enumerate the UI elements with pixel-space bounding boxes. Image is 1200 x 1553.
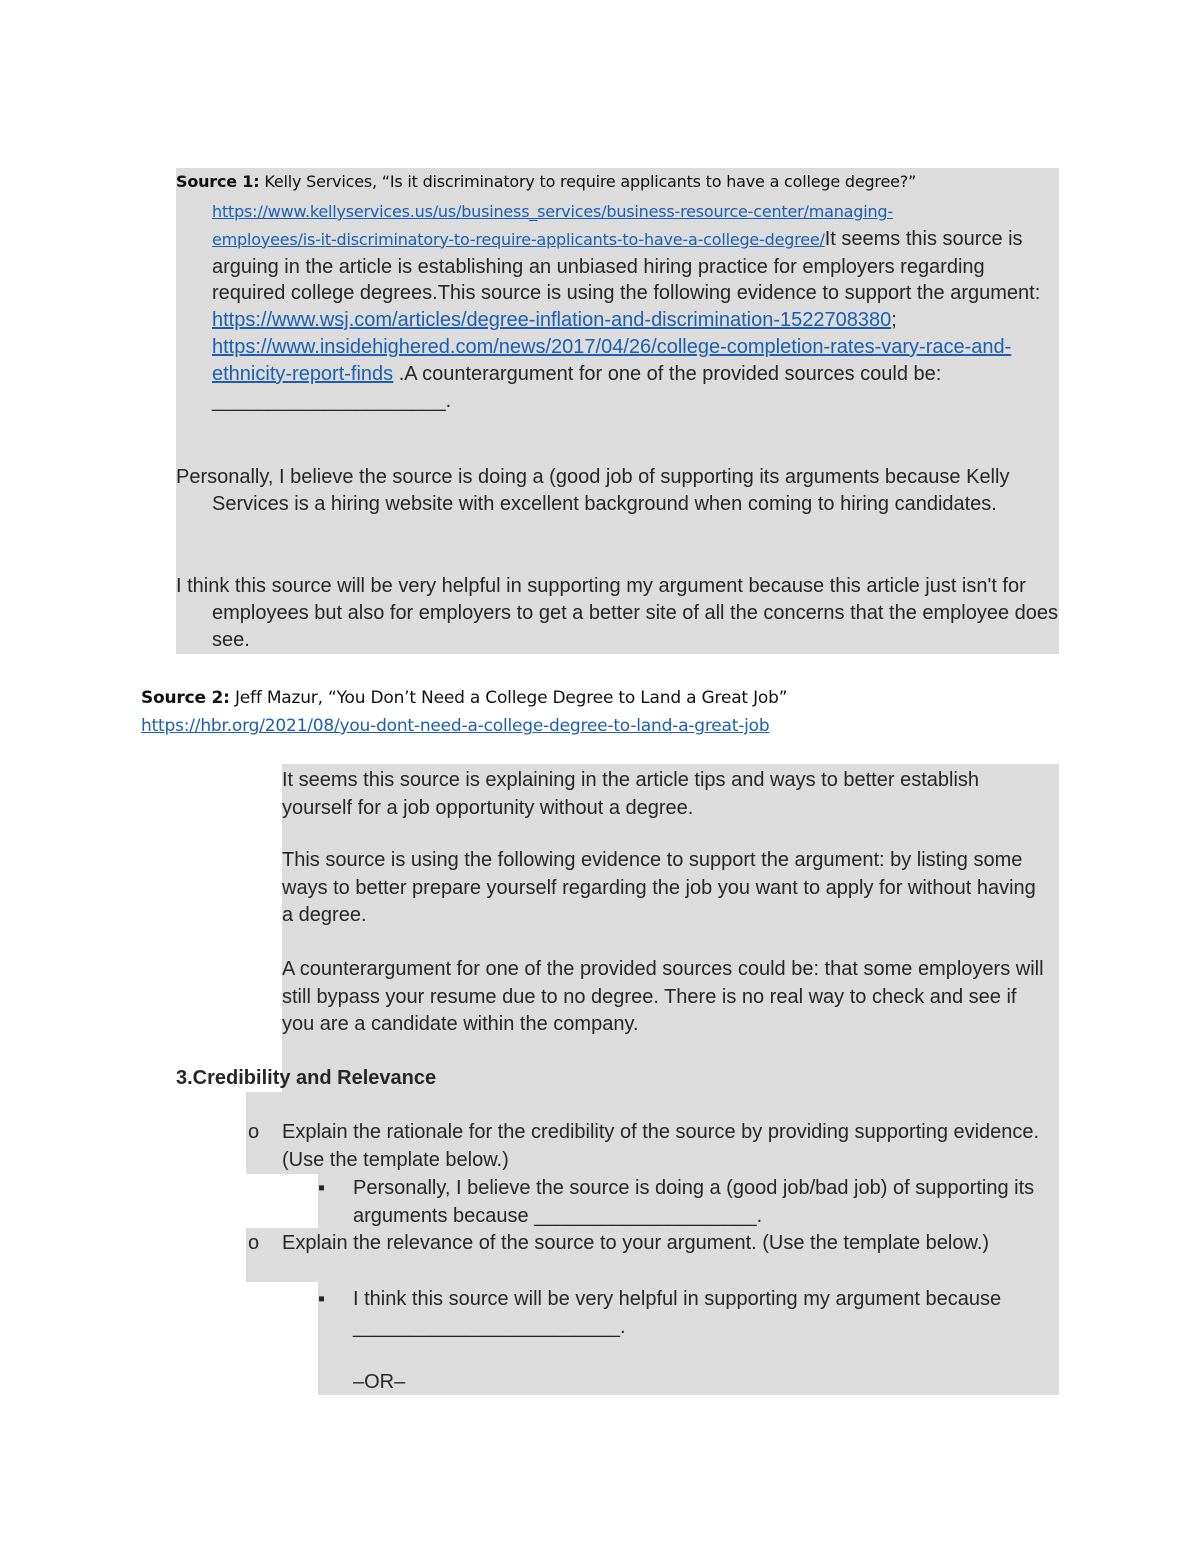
bullet-credibility — [246, 1119, 1046, 1174]
source1-text-a: It seems this source is arguing in the article is establishing an unbiased hiring practice for employers regarding required college degrees.This source is using the following evidence to support the argument: — [212, 227, 1041, 305]
source2-para2: This source is using the following evidence to support the argument: by listing some ways to better prepare yourself regarding the job you want to apply for without having a degree. — [282, 849, 1036, 926]
source1-relevance: I think this source will be very helpful in supporting my argument because this article just isn't for employees but also for employers to get a better site of all the concerns that the employee does see. — [176, 575, 1059, 651]
source1-text-b: .A counterargument for one of the provided sources could be: _____________________. — [212, 362, 942, 412]
separator: ; — [891, 309, 897, 332]
source2-para1: It seems this source is explaining in the article tips and ways to better establish yourself for a job opportunity without a degree. — [282, 769, 980, 819]
bullet-relevance — [246, 1230, 1046, 1258]
section3-title: 3.Credibility and Relevance — [176, 1067, 437, 1089]
bullet-credibility-text: Explain the rationale for the credibility of the source by providing supporting evidence. (Use the template below.) — [282, 1121, 1040, 1171]
or-separator: –OR– — [353, 1371, 406, 1393]
sub-bullet-credibility-text: Personally, I believe the source is doing a (good job/bad job) of supporting its arguments because ____________________. — [353, 1177, 1035, 1227]
bullet-marker: o — [248, 1232, 260, 1254]
source1-label: Source 1: — [176, 172, 260, 191]
evidence-link-insidehighered[interactable]: https://www.insidehighered.com/news/2017/04/26/college-completion-rates-vary-race-and-ethnicity-report-finds — [212, 335, 1012, 385]
bullet-relevance-text: Explain the relevance of the source to your argument. (Use the template below.) — [282, 1232, 990, 1254]
evidence-link-wsj[interactable]: https://www.wsj.com/articles/degree-inflation-and-discrimination-1522708380 — [212, 309, 892, 332]
source1-body — [212, 198, 1052, 414]
source2-para3: A counterargument for one of the provided sources could be: that some employers will still bypass your resume due to no degree. There is no real way to check and see if you are a candidate within the company. — [282, 958, 1044, 1035]
source1-block — [176, 168, 1059, 654]
sub-bullet-relevance-text: I think this source will be very helpful in supporting my argument because ________________________. — [353, 1288, 1002, 1338]
source1-url-line2[interactable]: employees/is-it-discriminatory-to-require-applicants-to-have-a-college-degree/ — [212, 229, 825, 249]
sub-bullet-credibility — [318, 1175, 1038, 1230]
source2-title: Jeff Mazur, “You Don’t Need a College Degree to Land a Great Job” — [229, 688, 788, 708]
sub-bullet-marker: ▪ — [318, 1288, 326, 1310]
source1-url-line1[interactable]: https://www.kellyservices.us/us/business_services/business-resource-center/managing- — [212, 202, 893, 221]
source2-body — [282, 764, 1059, 1036]
bullet-marker: o — [248, 1121, 260, 1143]
source2-heading — [141, 684, 787, 740]
source1-credibility: Personally, I believe the source is doing a (good job of supporting its arguments because Kelly Services is a hiring website with excellent background when coming to hiring candidates. — [176, 466, 1010, 515]
source2-label: Source 2: — [141, 688, 230, 708]
sub-bullet-relevance — [318, 1286, 1038, 1341]
sub-bullet-marker: ▪ — [318, 1177, 326, 1199]
source1-title: Kelly Services, “Is it discriminatory to require applicants to have a college degree?” — [259, 172, 917, 191]
source2-url[interactable]: https://hbr.org/2021/08/you-dont-need-a-college-degree-to-land-a-great-job — [141, 716, 770, 736]
source1-heading — [176, 172, 916, 191]
